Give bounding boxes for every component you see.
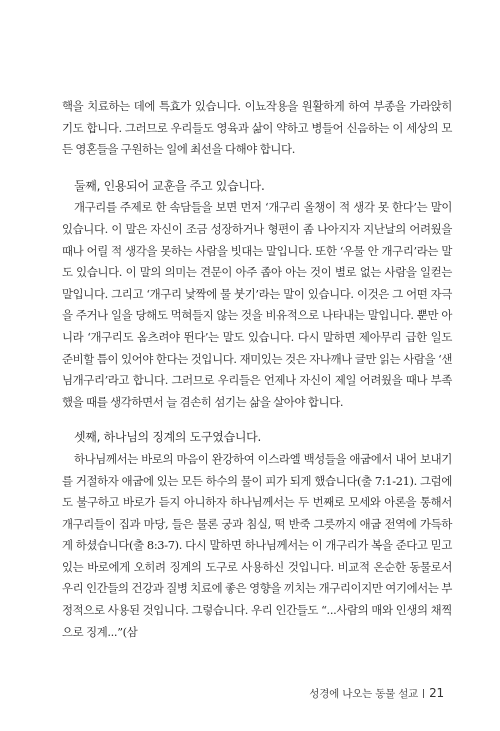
page-number: 21 (429, 686, 444, 700)
page-body (62, 96, 452, 643)
book-title: 성경에 나오는 동물 설교 (309, 688, 419, 700)
page-footer (309, 686, 444, 701)
section3-paragraph: 하나님께서는 바로의 마음이 완강하여 이스라엘 백성들을 애굽에서 내어 보내기를 거절하자 애굽에 있는 모든 하수의 물이 피가 되게 했습니다(출 7:1-21). 그럼에도 불구하고 바로가 듣지 아니하자 하나님께서는 두 번째로 모세와 아론을 통해서 개구리들이 집과 마당, 들은 물론 궁과 침실, 떡 반죽 그릇까지 애굽 전역에 가득하게 하셨습니다(출 8:3-7). 다시 말하면 하나님께서는 이 개구리가 복을 준다고 믿고 있는 바로에게 오히려 징계의 도구로 사용하신 것입니다. 비교적 온순한 동물로서 우리 인간들의 건강과 질병 치료에 좋은 영향을 끼치는 개구리이지만 여기에서는 부정적으로 사용된 것입니다. 그렇습니다. 우리 인간들도 “...사람의 매와 인생의 채찍으로 징계...”(삼 (62, 451, 452, 639)
section2-paragraph: 개구리를 주제로 한 속담들을 보면 먼저 ‘개구리 올챙이 적 생각 못 한다’는 말이 있습니다. 이 말은 자신이 조금 성장하거나 형편이 좀 나아지자 지난날의 어려웠을 때나 어릴 적 생각을 못하는 사람을 빗대는 말입니다. 또한 ‘우물 안 개구리’라는 말도 있습니다. 이 말의 의미는 견문이 아주 좁아 아는 것이 별로 없는 사람을 일컫는 말입니다. 그리고 ‘개구리 낯짝에 물 붓기’라는 말이 있습니다. 이것은 그 어떤 자극을 주거나 일을 당해도 먹혀들지 않는 것을 비유적으로 나타내는 말입니다. 뿐만 아니라 ‘개구리도 옴츠려야 뛴다’는 말도 있습니다. 다시 말하면 제아무리 급한 일도 준비할 틈이 있어야 한다는 것입니다. 재미있는 것은 자나깨나 글만 읽는 사람을 ‘샌님개구리’라고 합니다. 그러므로 우리들은 언제나 자신이 제일 어려웠을 때나 부족했을 때를 생각하면서 늘 겸손히 섬기는 삶을 살아야 합니다. (62, 200, 452, 409)
footer-divider (423, 689, 424, 698)
intro-paragraph: 핵을 치료하는 데에 특효가 있습니다. 이뇨작용을 원활하게 하여 부종을 가라앉히기도 합니다. 그러므로 우리들도 영육과 삶이 약하고 병들어 신음하는 이 세상의 모든 영혼들을 구원하는 일에 최선을 다해야 합니다. (62, 99, 452, 157)
section3-heading: 셋째, 하나님의 징계의 도구였습니다. (74, 430, 261, 445)
spacer (62, 161, 452, 176)
section2-heading: 둘째, 인용되어 교훈을 주고 있습니다. (74, 178, 265, 193)
spacer (62, 413, 452, 427)
